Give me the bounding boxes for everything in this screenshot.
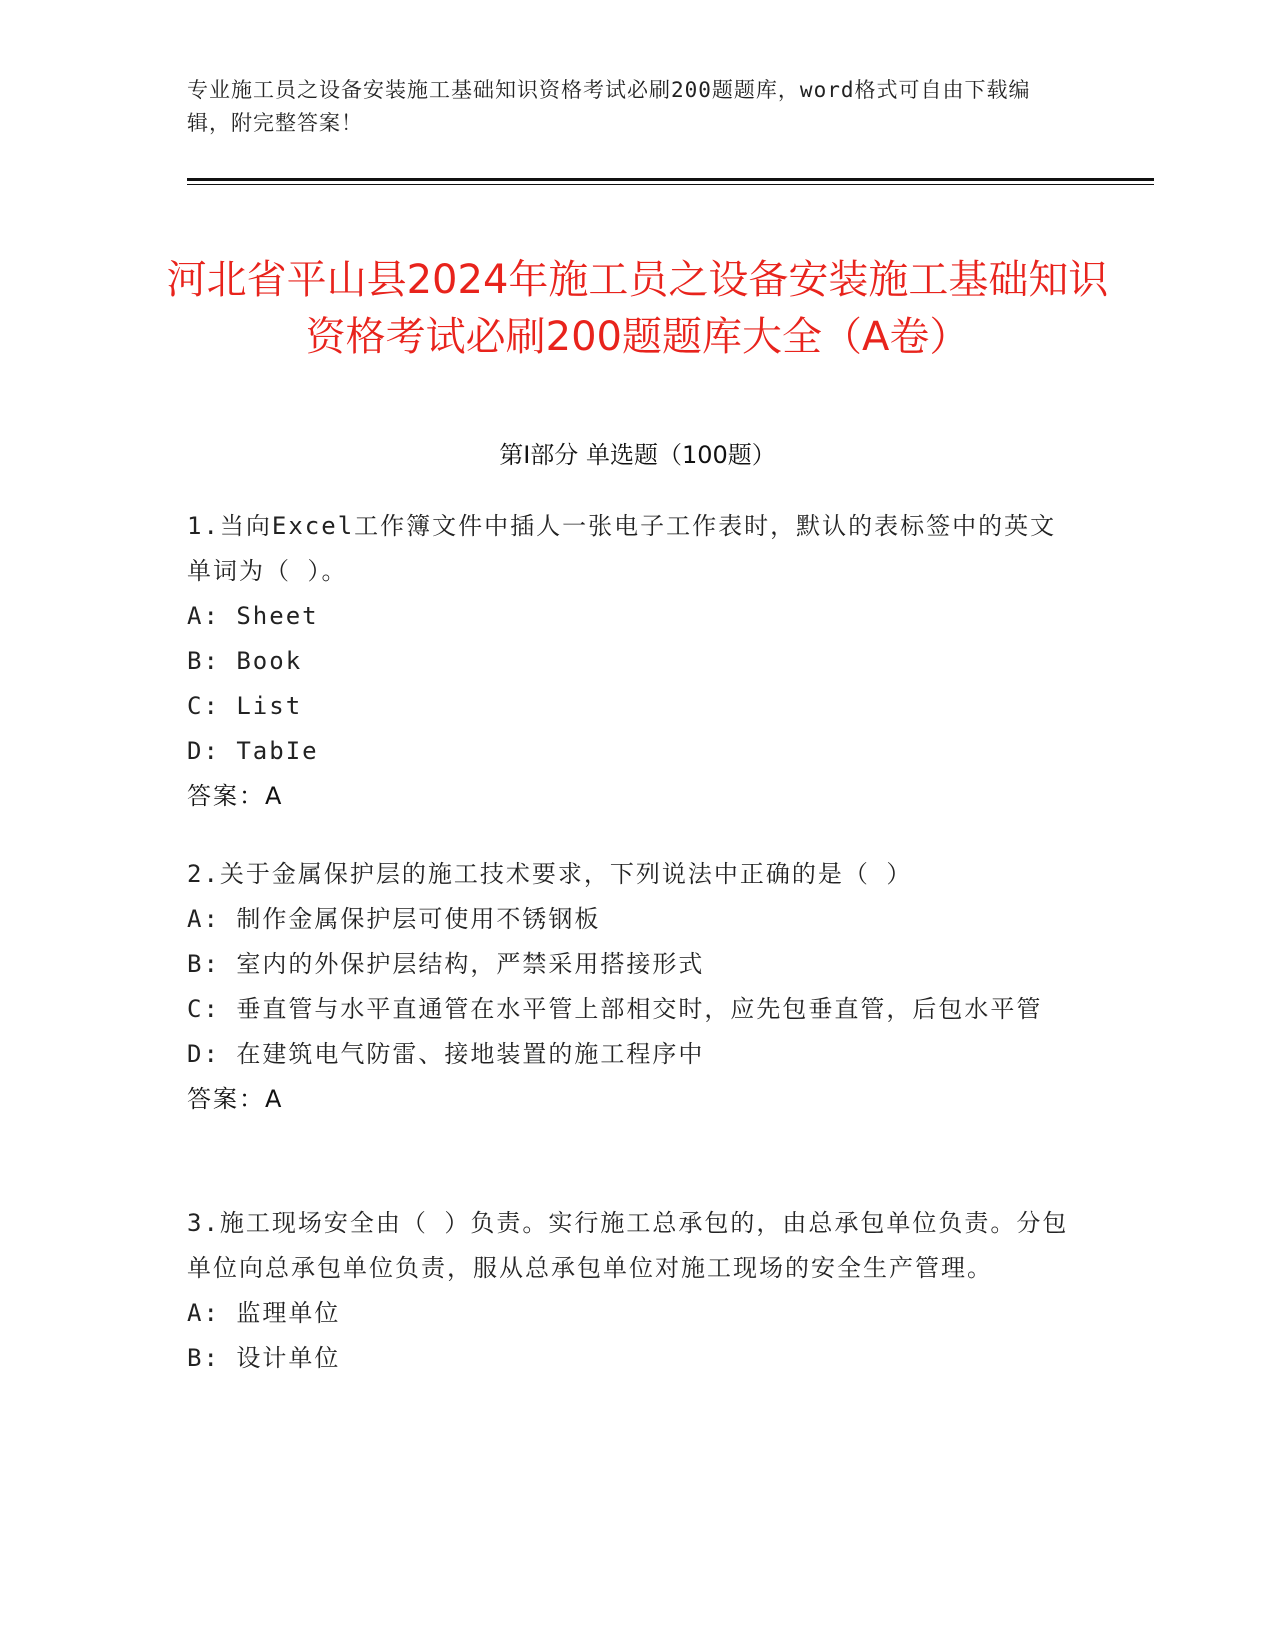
option-b: B: Book — [187, 647, 303, 675]
question-stem: 2.关于金属保护层的施工技术要求，下列说法中正确的是（ ） — [187, 860, 913, 888]
answer: 答案：A — [187, 1085, 284, 1113]
question-stem: 3.施工现场安全由（ ）负责。实行施工总承包的，由总承包单位负责。分包单位向总承包单位负责，服从总承包单位对施工现场的安全生产管理。 — [187, 1209, 1069, 1282]
option-b: B: 室内的外保护层结构，严禁采用搭接形式 — [187, 950, 705, 978]
header-divider-thick — [187, 178, 1154, 181]
option-b: B: 设计单位 — [187, 1344, 341, 1372]
question-1 — [187, 504, 1077, 819]
option-a: A: Sheet — [187, 602, 319, 630]
section-title: 第Ⅰ部分 单选题（100题） — [499, 441, 776, 469]
option-a: A: 监理单位 — [187, 1299, 341, 1327]
option-a: A: 制作金属保护层可使用不锈钢板 — [187, 905, 601, 933]
document-title: 河北省平山县2024年施工员之设备安装施工基础知识资格考试必刷200题题库大全（A卷） — [166, 256, 1109, 360]
header-divider-thin — [187, 184, 1154, 185]
question-3 — [187, 1201, 1077, 1381]
option-d: D: TabIe — [187, 737, 319, 765]
option-c: C: List — [187, 692, 303, 720]
option-d: D: 在建筑电气防雷、接地装置的施工程序中 — [187, 1040, 705, 1068]
header-note: 专业施工员之设备安装施工基础知识资格考试必刷200题题库，word格式可自由下载编辑，附完整答案！ — [187, 78, 1031, 135]
question-stem: 1.当向Excel工作簿文件中插人一张电子工作表时，默认的表标签中的英文单词为（ ）。 — [187, 512, 1057, 585]
question-2 — [187, 852, 1077, 1122]
answer: 答案：A — [187, 782, 284, 810]
option-c: C: 垂直管与水平直通管在水平管上部相交时，应先包垂直管，后包水平管 — [187, 995, 1043, 1023]
